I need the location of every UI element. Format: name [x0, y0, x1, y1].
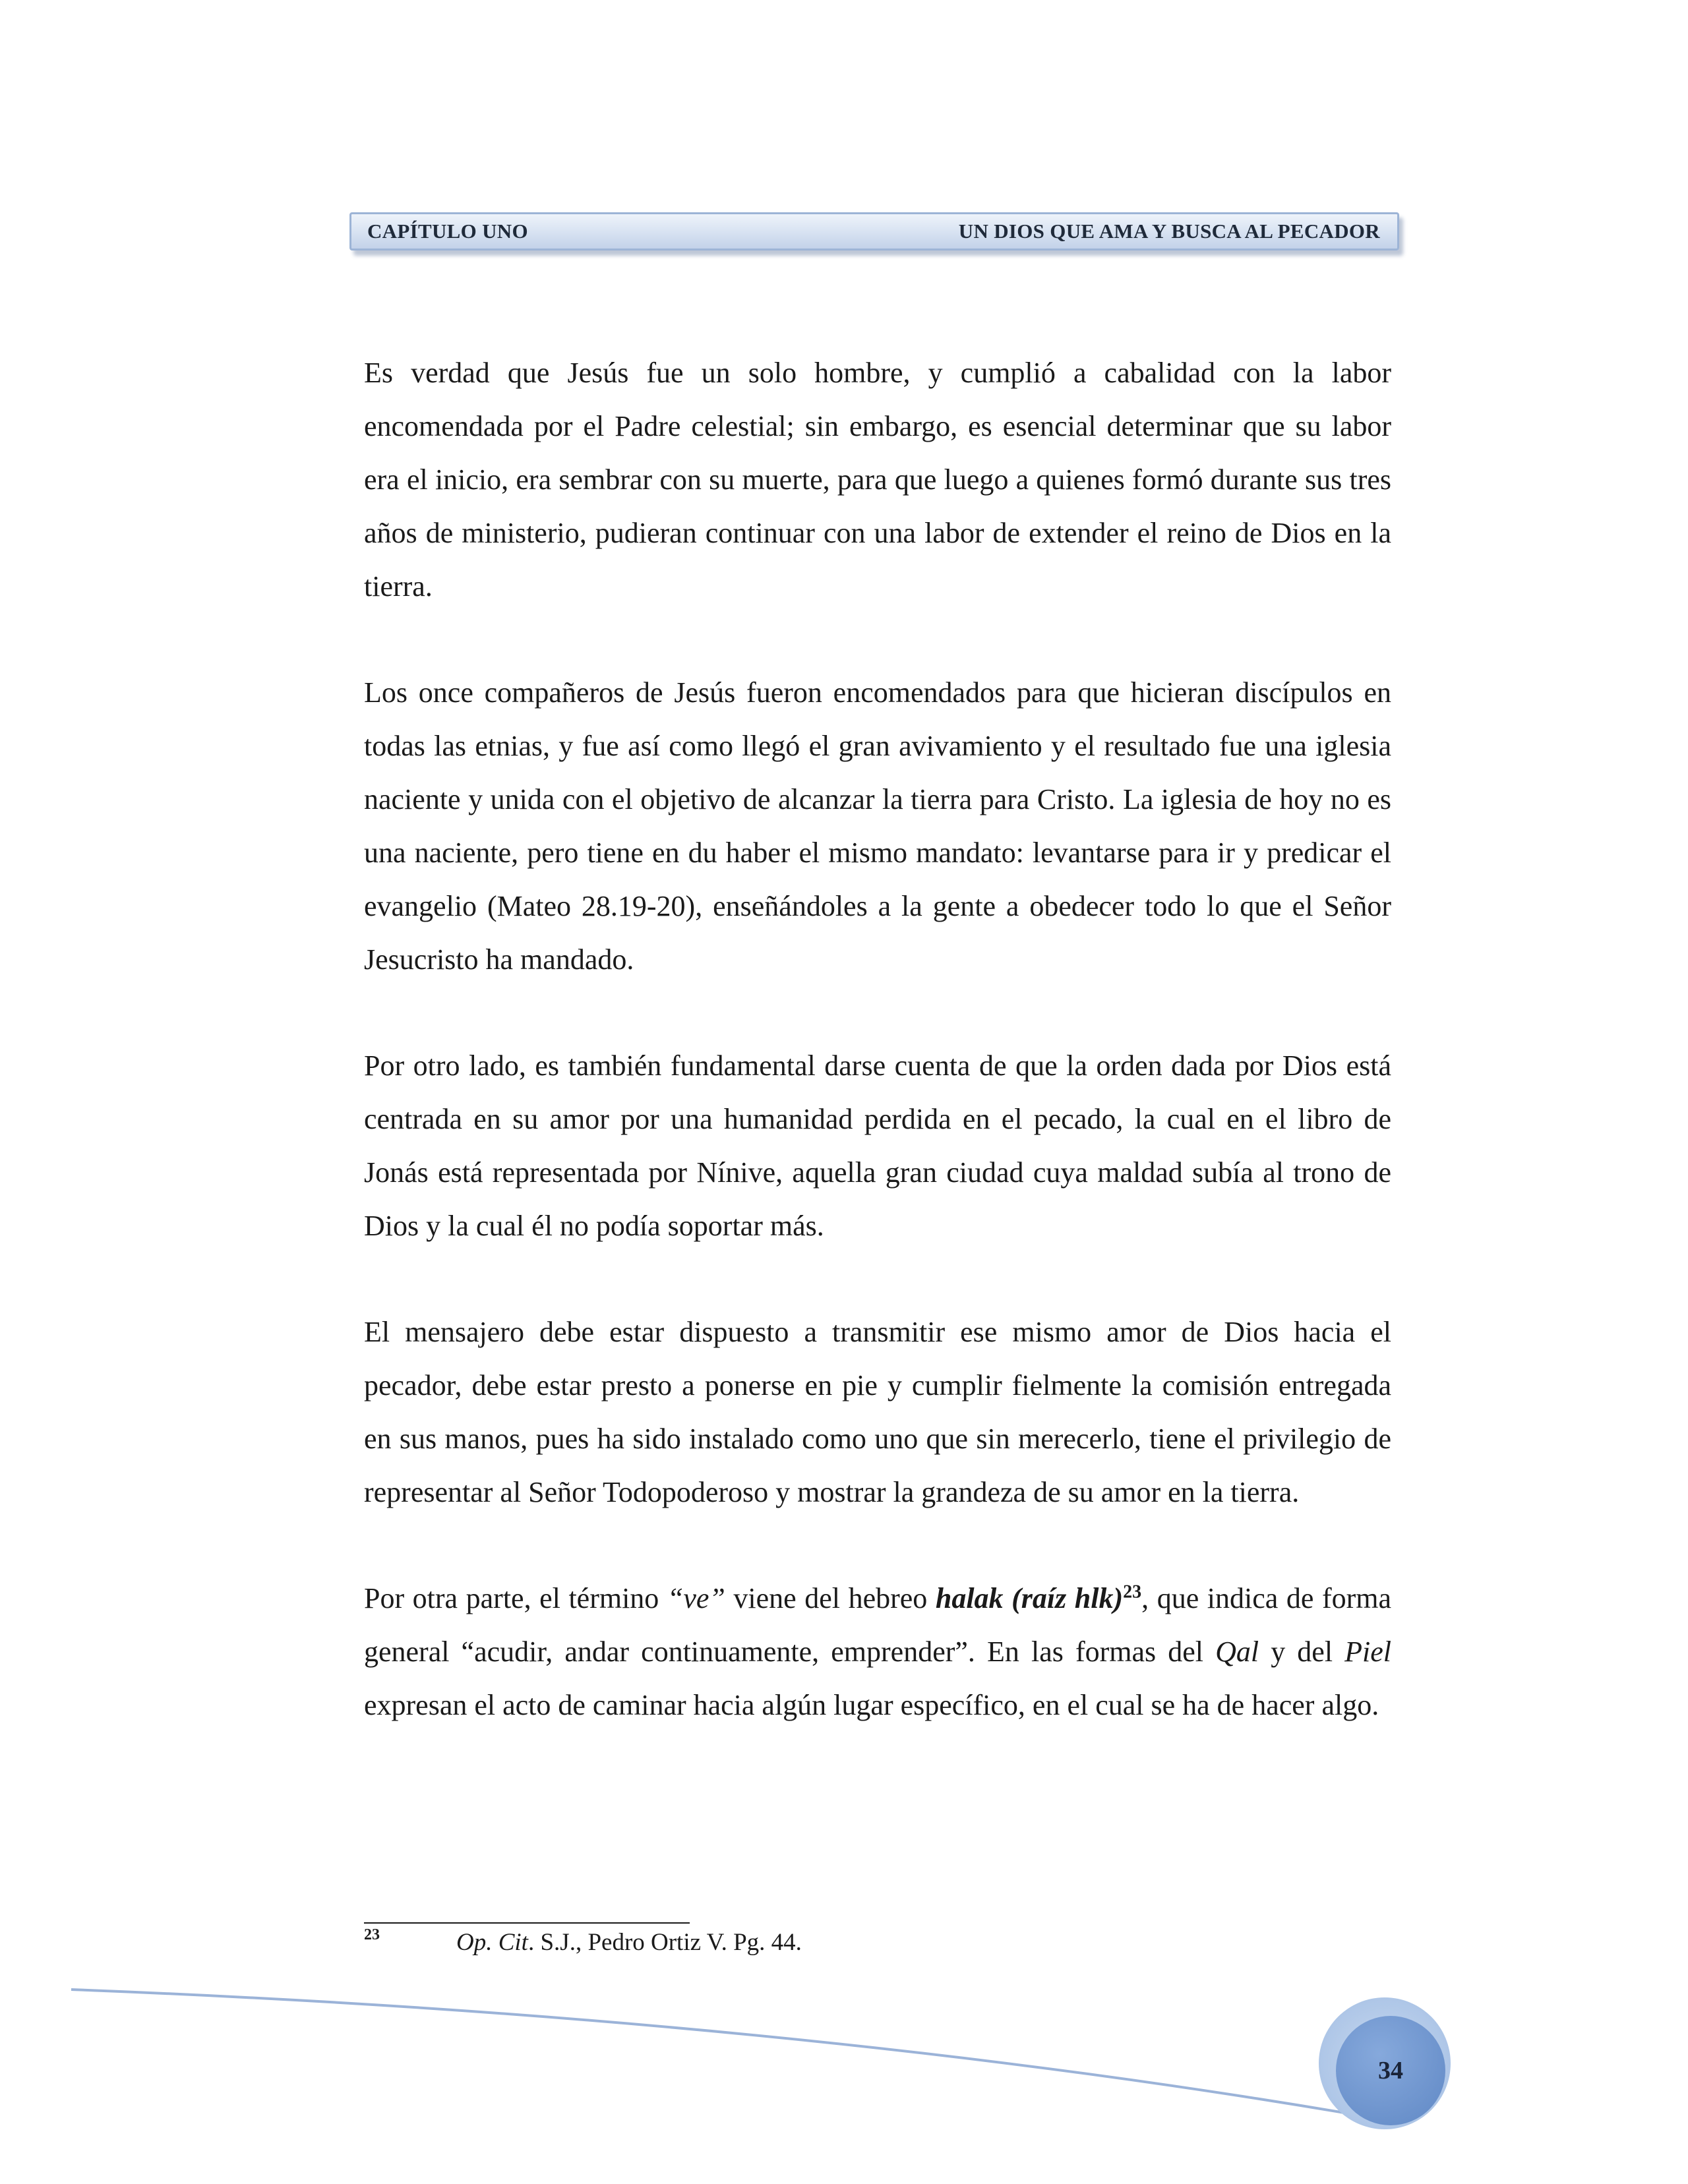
footnote-number: 23	[364, 1926, 380, 1943]
chapter-label: CAPÍTULO UNO	[367, 220, 528, 243]
paragraph-4: El mensajero debe estar dispuesto a transmitir ese mismo amor de Dios hacia el pecador, debe estar presto a ponerse en pie y cumplir fielmente la comisión entregada en sus manos, pues ha sido instalado como uno que sin merecerlo, tiene el privilegio de representar al Señor Todopoderoso y mostrar la grandeza de su amor en la tierra.	[364, 1316, 1391, 1508]
chapter-title: UN DIOS QUE AMA Y BUSCA AL PECADOR	[958, 220, 1380, 243]
paragraph-5-text-2: viene del hebreo	[725, 1582, 936, 1614]
page-number: 34	[1378, 2057, 1403, 2084]
paragraph-5-text-4: y del	[1259, 1636, 1345, 1668]
term-piel: Piel	[1344, 1636, 1391, 1668]
paragraph-5-text-5: expresan el acto de caminar hacia algún lugar específico, en el cual se ha de hacer algo.	[364, 1689, 1379, 1721]
term-qal: Qal	[1215, 1636, 1259, 1668]
paragraph-5-text-3: , que indica de forma general “acudir, andar continuamente, emprender”. En las formas del	[364, 1582, 1392, 1668]
term-ve: “ve”	[667, 1582, 725, 1614]
paragraph-3: Por otro lado, es también fundamental darse cuenta de que la orden dada por Dios está centrada en su amor por una humanidad perdida en el pecado, la cual en el libro de Jonás está representada por Nínive, aquella gran ciudad cuya maldad subía al trono de Dios y la cual él no podía soportar más.	[364, 1049, 1391, 1242]
footnote-text: . S.J., Pedro Ortiz V. Pg. 44.	[528, 1929, 802, 1956]
paragraph-2: Los once compañeros de Jesús fueron encomendados para que hicieran discípulos en todas las etnias, y fue así como llegó el gran avivamiento y el resultado fue una iglesia naciente y unida con el objetivo de alcanzar la tierra para Cristo. La iglesia de hoy no es una naciente, pero tiene en du haber el mismo mandato: levantarse para ir y predicar el evangelio (Mateo 28.19-20), enseñándoles a la gente a obedecer todo lo que el Señor Jesucristo ha mandado.	[364, 676, 1391, 976]
decorative-curve	[71, 1990, 1372, 2117]
paragraph-1: Es verdad que Jesús fue un solo hombre, y cumplió a cabalidad con la labor encomendada por el Padre celestial; sin embargo, es esencial determinar que su labor era el inicio, era sembrar con su muerte, para que luego a quienes formó durante sus tres años de ministerio, pudieran continuar con una labor de extender el reino de Dios en la tierra.	[364, 357, 1391, 603]
term-halak: halak (raíz hlk)	[935, 1582, 1124, 1614]
paragraph-5-text-1: Por otra parte, el término	[364, 1582, 667, 1614]
footnote-op-cit: Op. Cit	[456, 1929, 528, 1956]
footnote-reference[interactable]: 23	[1123, 1581, 1142, 1603]
